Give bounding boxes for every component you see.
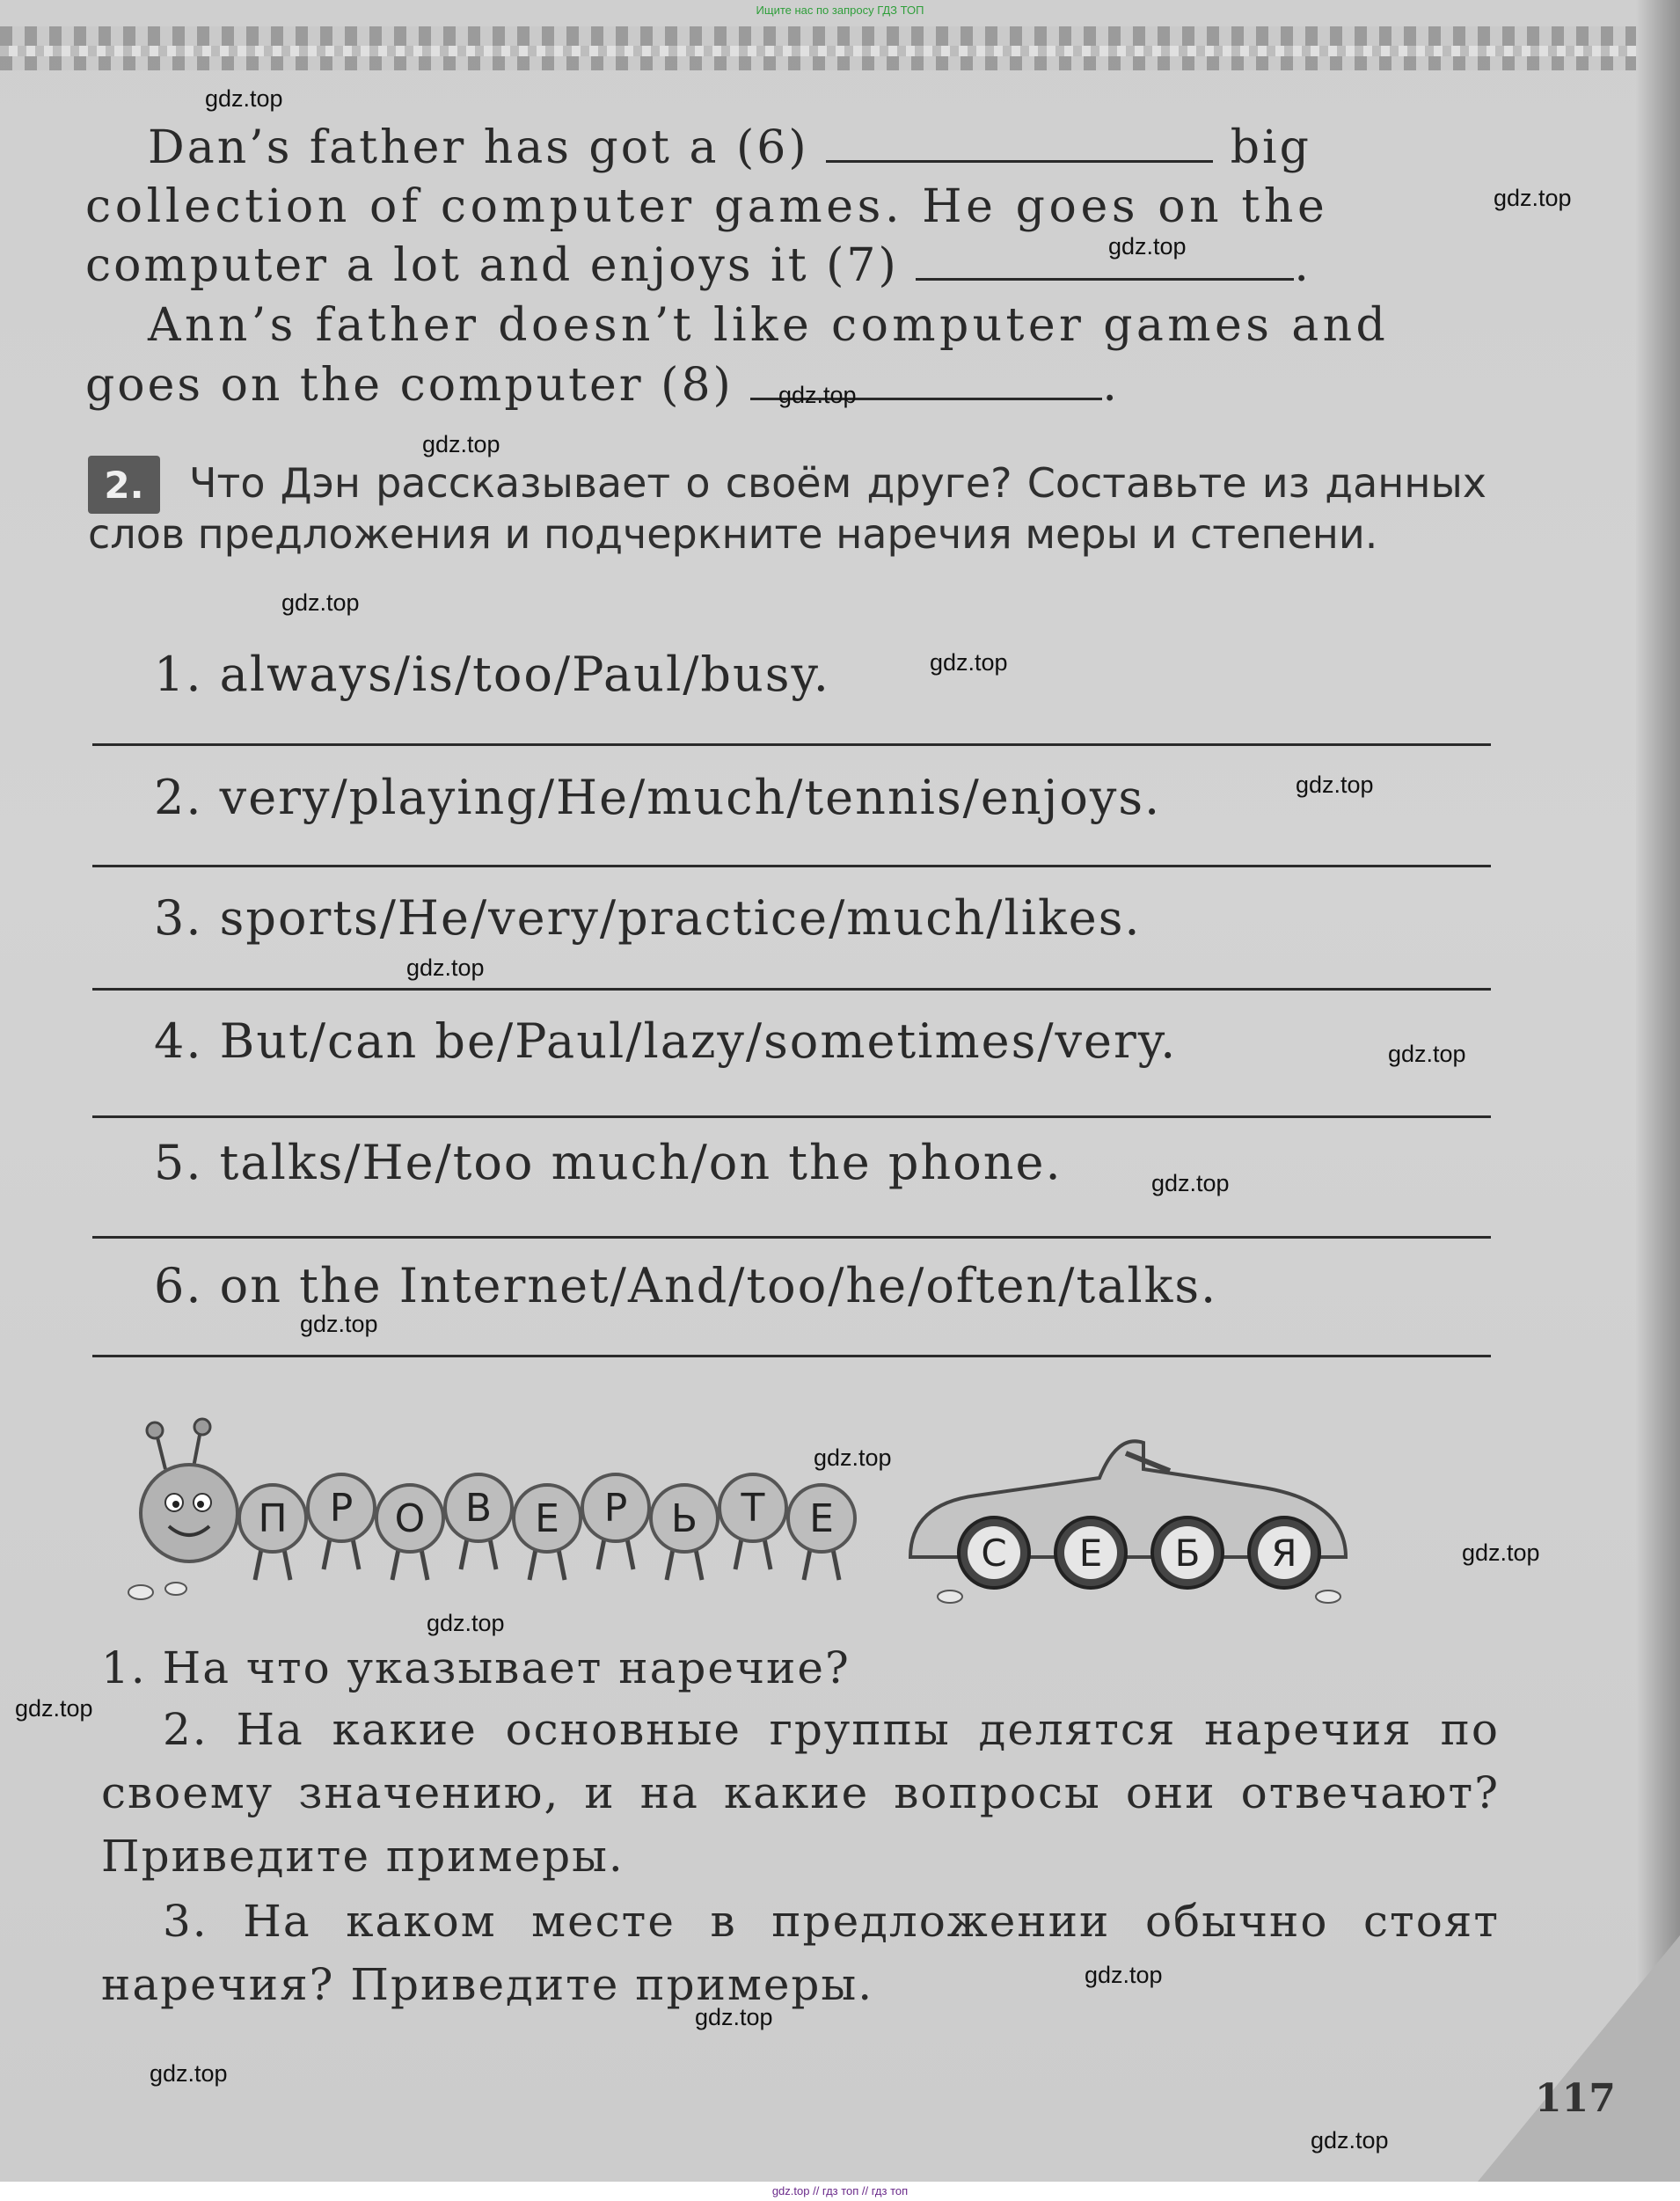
page-corner <box>1478 1935 1680 2182</box>
top-search-note: Ищите нас по запросу ГДЗ ТОП <box>756 4 924 17</box>
watermark: gdz.top <box>406 954 485 981</box>
watermark: gdz.top <box>1108 233 1187 260</box>
car-wheel-letter <box>1152 1517 1223 1588</box>
banner-letter: С <box>981 1532 1007 1575</box>
page-footer: gdz.top // гдз топ // гдз топ <box>771 2184 909 2197</box>
watermark: gdz.top <box>300 1311 378 1337</box>
caterpillar-illustration <box>128 1419 237 1599</box>
answer-line-5[interactable] <box>92 1236 1491 1239</box>
reading-line-5 <box>85 359 1120 412</box>
banner-letter-bead <box>651 1485 718 1580</box>
answer-line-6[interactable] <box>92 1355 1491 1357</box>
car-wheel-letter <box>1055 1517 1126 1588</box>
banner-letter: В <box>464 1486 493 1531</box>
answer-line-2[interactable] <box>92 865 1491 867</box>
watermark: gdz.top <box>930 649 1008 676</box>
banner-letter: Т <box>741 1486 765 1531</box>
exercise-item-4: 4. But/can be/Paul/lazy/sometimes/very. <box>154 1013 1178 1069</box>
banner-letter-bead <box>445 1474 512 1569</box>
watermark: gdz.top <box>422 431 500 457</box>
reading-line-5-end: . <box>1102 359 1120 412</box>
watermark: gdz.top <box>1462 1539 1540 1566</box>
self-check-question-2: 2. На какие основные группы делятся наречия по своему значению, и на какие вопросы они отвечают? Приведите примеры. <box>101 1704 1500 1882</box>
page-edge-shadow <box>1636 0 1680 2182</box>
watermark: gdz.top <box>1388 1041 1466 1067</box>
self-check-question-3: 3. На каком месте в предложении обычно стоят наречия? Приведите примеры. <box>101 1896 1500 2010</box>
banner-letter: Б <box>1174 1532 1201 1575</box>
reading-line-5-text: goes on the computer (8) <box>85 359 734 412</box>
answer-line-3[interactable] <box>92 988 1491 991</box>
banner-letter: Р <box>329 1486 354 1531</box>
car-wheel-letter <box>1249 1517 1319 1588</box>
answer-line-4[interactable] <box>92 1115 1491 1118</box>
banner-letter: О <box>394 1496 426 1541</box>
watermark: gdz.top <box>150 2060 228 2087</box>
exercise-item-5: 5. talks/He/too much/on the phone. <box>154 1135 1063 1190</box>
banner-letter-bead <box>582 1474 649 1569</box>
banner-letter: Е <box>1078 1532 1103 1575</box>
banner-letter: П <box>258 1496 288 1541</box>
watermark: gdz.top <box>281 589 360 616</box>
banner-letter-bead <box>514 1485 581 1580</box>
banner-letter-bead <box>308 1474 375 1569</box>
exercise-number-badge: 2. <box>88 456 160 514</box>
reading-line-1-end: big <box>1230 121 1311 174</box>
reading-line-3-text: computer a lot and enjoys it (7) <box>85 239 899 292</box>
reading-line-2: collection of computer games. He goes on the <box>85 180 1329 233</box>
banner-letter-bead <box>239 1485 306 1580</box>
watermark: gdz.top <box>1151 1170 1230 1196</box>
reading-line-3-end: . <box>1294 239 1311 292</box>
banner-letter: Я <box>1271 1532 1297 1575</box>
banner-letter-bead <box>719 1474 786 1569</box>
caterpillar-letters <box>239 1474 855 1580</box>
answer-line-1[interactable] <box>92 743 1491 746</box>
banner-letter-bead <box>376 1485 443 1580</box>
exercise-item-6: 6. on the Internet/And/too/he/often/talks. <box>154 1258 1218 1313</box>
watermark: gdz.top <box>1311 2127 1389 2153</box>
banner-letter: Е <box>535 1496 559 1541</box>
exercise-item-3: 3. sports/He/very/practice/much/likes. <box>154 890 1142 946</box>
car-wheel-letter <box>959 1517 1029 1588</box>
answer-blank-6[interactable] <box>826 121 1213 163</box>
exercise-item-2: 2. very/playing/He/much/tennis/enjoys. <box>154 770 1162 825</box>
exercise-instruction: Что Дэн рассказывает о своём друге? Составьте из данных слов предложения и подчеркните наречия меры и степени. <box>88 459 1486 558</box>
decorative-border-inner <box>0 46 1680 56</box>
watermark: gdz.top <box>427 1610 505 1636</box>
watermark: gdz.top <box>814 1444 892 1471</box>
watermark: gdz.top <box>205 85 283 112</box>
reading-line-1 <box>148 121 1311 174</box>
watermark: gdz.top <box>15 1695 93 1722</box>
exercise-item-1: 1. always/is/too/Paul/busy. <box>154 647 830 702</box>
answer-blank-7[interactable] <box>916 239 1294 281</box>
reading-line-4: Ann’s father doesn’t like computer games and <box>148 299 1390 352</box>
banner-letter-bead <box>788 1485 855 1580</box>
self-check-question-1: 1. На что указывает наречие? <box>101 1642 851 1693</box>
watermark: gdz.top <box>1085 1962 1163 1988</box>
banner-letter: Е <box>809 1496 834 1541</box>
banner-letter: Ь <box>670 1496 698 1541</box>
watermark: gdz.top <box>778 382 857 408</box>
watermark: gdz.top <box>1494 185 1572 211</box>
watermark: gdz.top <box>695 2004 773 2030</box>
reading-line-1-text: Dan’s father has got a (6) <box>148 121 809 174</box>
check-yourself-banner <box>114 1416 1372 1610</box>
page-number: 117 <box>1535 2076 1616 2121</box>
banner-letter: Р <box>603 1486 628 1531</box>
watermark: gdz.top <box>1296 771 1374 798</box>
